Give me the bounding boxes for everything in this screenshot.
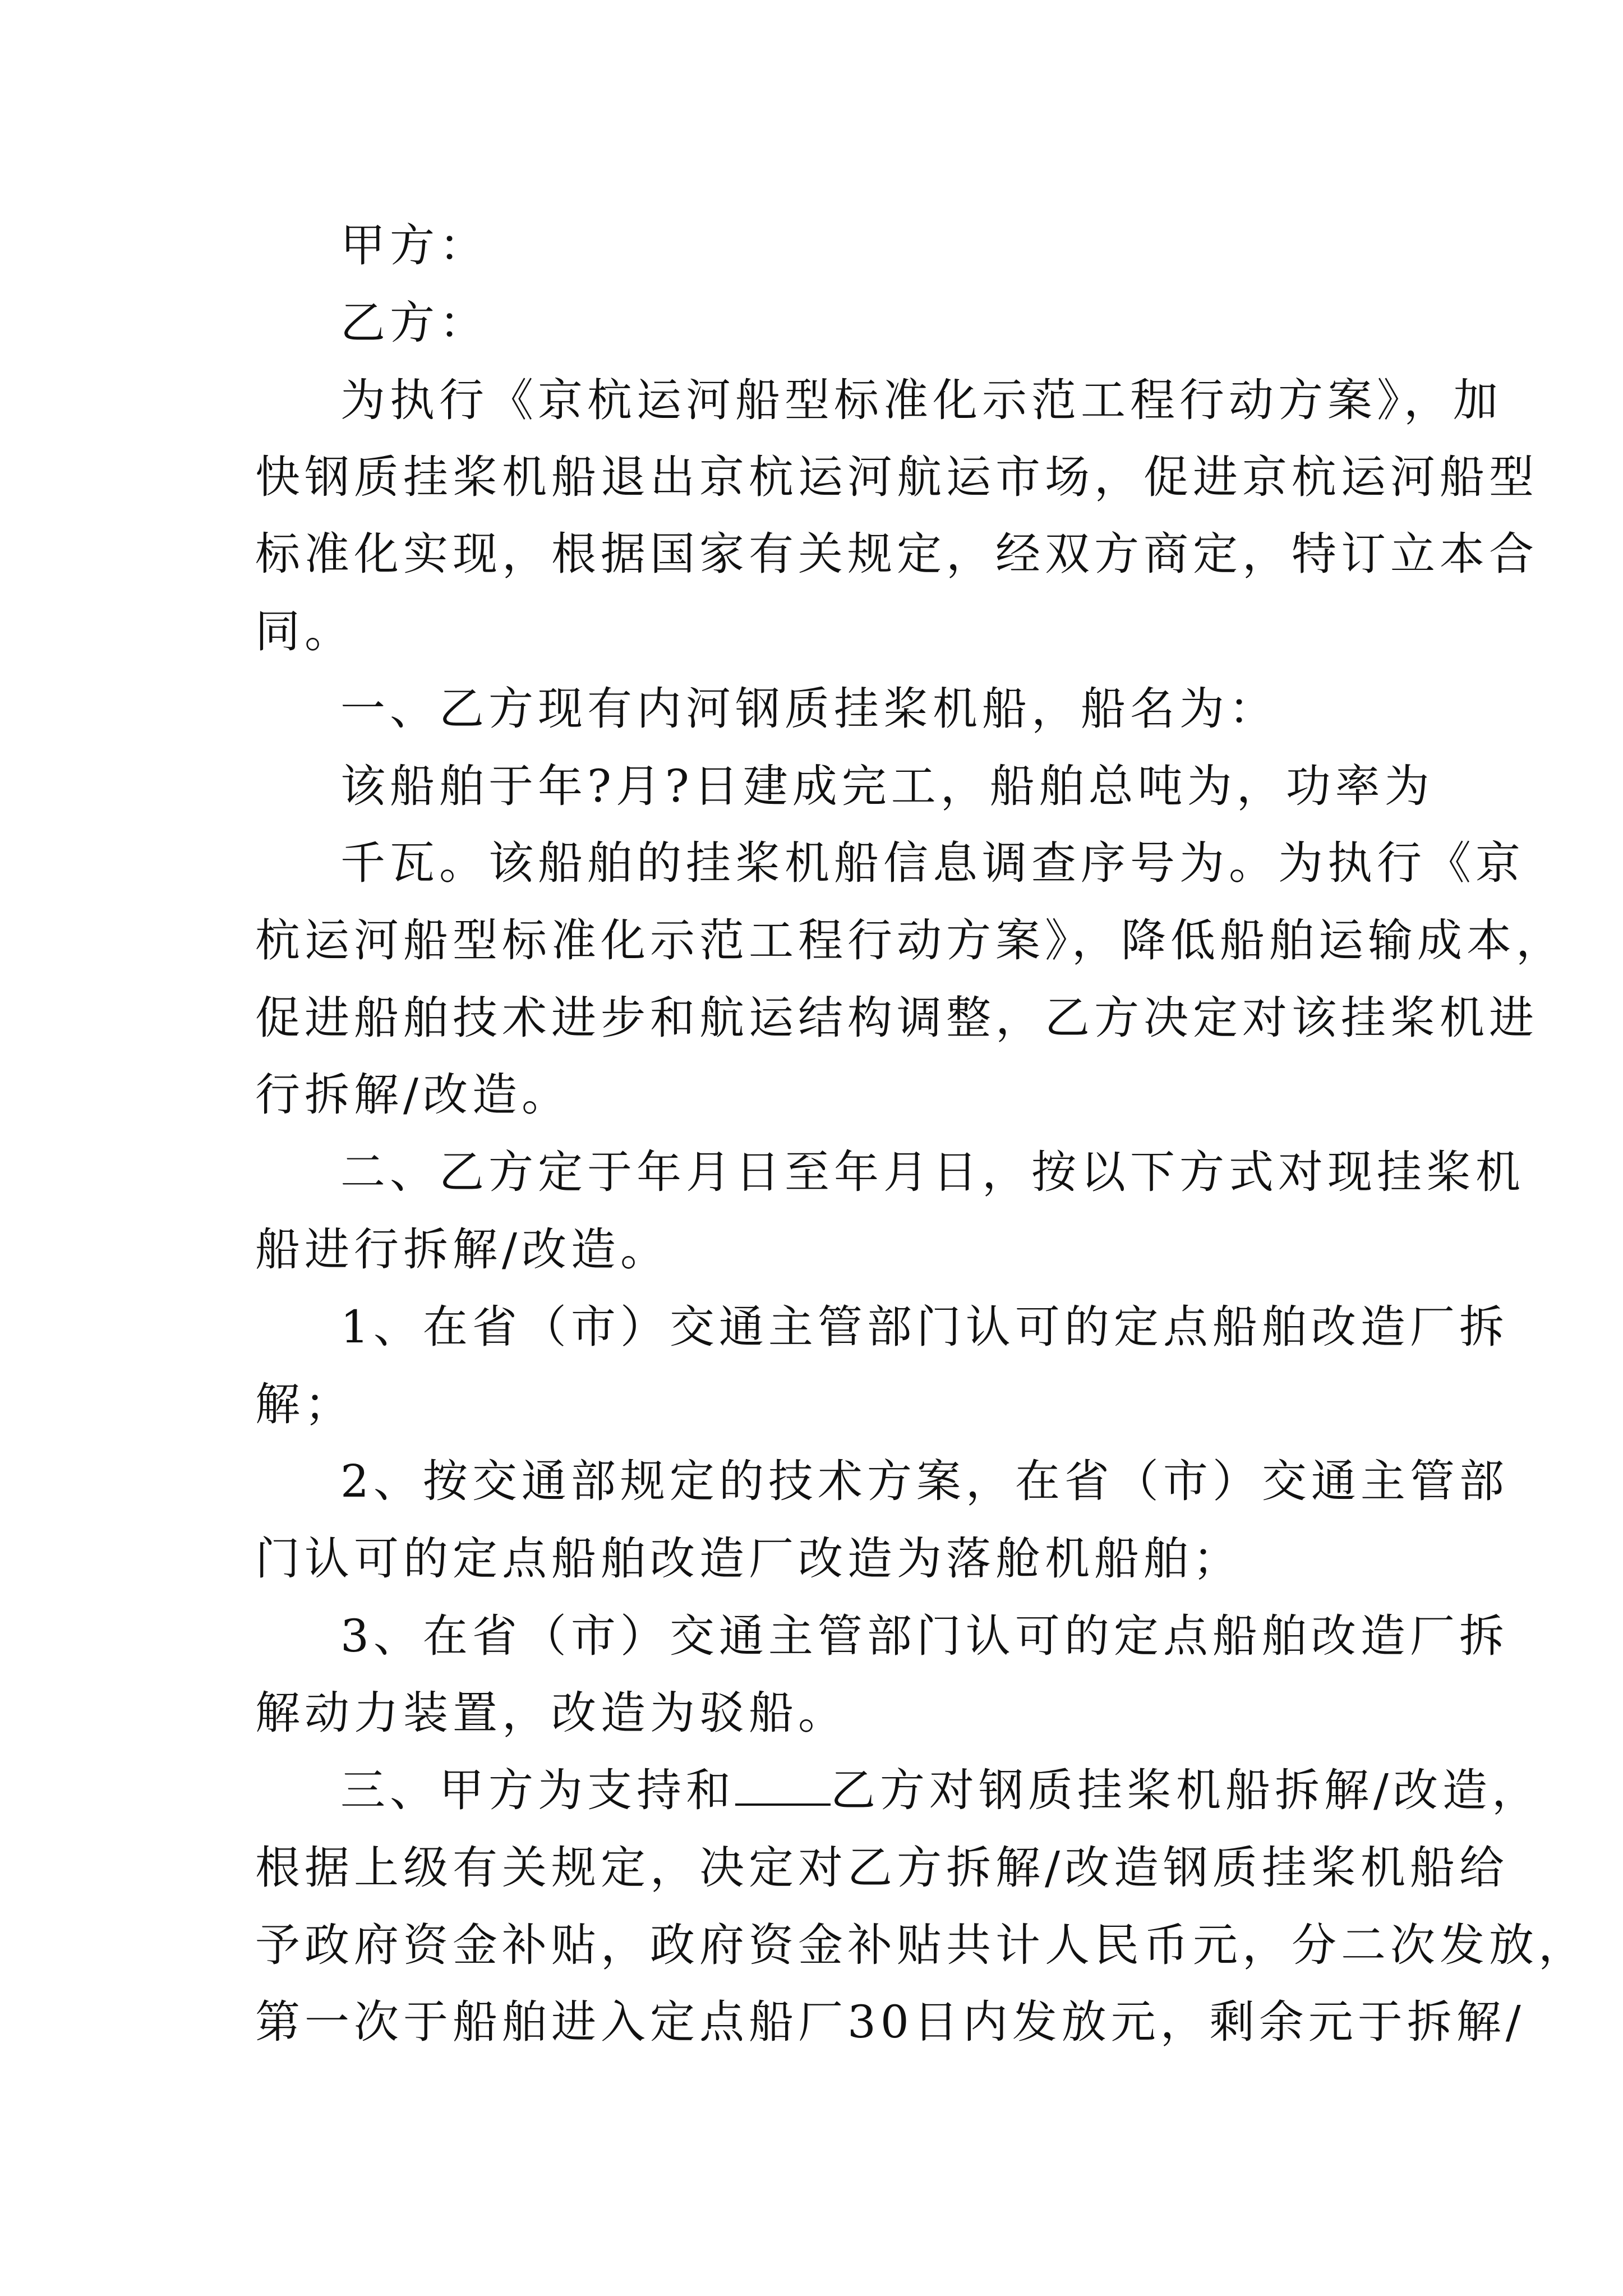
paragraph-line: 第一次于船舶进入定点船厂30日内发放元，剩余元于拆解/: [255, 1996, 1525, 2048]
list-item-2: 2、按交通部规定的技术方案，在省（市）交通主管部: [340, 1455, 1509, 1507]
paragraph-line: 标准化实现，根据国家有关规定，经双方商定，特订立本合: [255, 528, 1538, 580]
paragraph-line: 根据上级有关规定，决定对乙方拆解/改造钢质挂桨机船给: [255, 1842, 1509, 1894]
paragraph-line: 为执行《京杭运河船型标准化示范工程行动方案》，加: [340, 374, 1502, 426]
clause-three-text-end: 乙方对钢质挂桨机船拆解/改造，: [831, 1764, 1541, 1816]
fill-in-blank: [735, 1764, 831, 1806]
party-b-label: 乙方：: [340, 297, 488, 349]
paragraph-line: 促进船舶技术进步和航运结构调整，乙方决定对该挂桨机进: [255, 992, 1538, 1044]
list-item-3: 3、在省（市）交通主管部门认可的定点船舶改造厂拆: [340, 1610, 1509, 1662]
paragraph-line: 杭运河船型标准化示范工程行动方案》，降低船舶运输成本，: [255, 914, 1565, 967]
paragraph-line: 同。: [255, 605, 354, 657]
paragraph-line: 行拆解/改造。: [255, 1069, 571, 1121]
paragraph-line: 该船舶于年?月?日建成完工，船舶总吨为，功率为: [340, 760, 1434, 812]
clause-two-heading: 二、乙方定于年月日至年月日，按以下方式对现挂桨机: [340, 1146, 1525, 1198]
clause-one-heading: 一、乙方现有内河钢质挂桨机船，船名为：: [340, 683, 1278, 735]
clause-three-text-start: 三、甲方为支持和: [340, 1764, 735, 1816]
paragraph-line: 予政府资金补贴，政府资金补贴共计人民币元，分二次发放，: [255, 1919, 1588, 1971]
list-item-1: 1、在省（市）交通主管部门认可的定点船舶改造厂拆: [340, 1301, 1509, 1353]
paragraph-line: 船进行拆解/改造。: [255, 1223, 670, 1276]
paragraph-line: 门认可的定点船舶改造厂改造为落舱机船舶；: [255, 1533, 1242, 1585]
clause-three-heading: [340, 1763, 1541, 1819]
paragraph-line: 解；: [255, 1378, 354, 1430]
paragraph-line: 快钢质挂桨机船退出京杭运河航运市场，促进京杭运河船型: [255, 451, 1538, 503]
paragraph-line: 千瓦。该船舶的挂桨机船信息调查序号为。为执行《京: [340, 837, 1525, 889]
paragraph-line: 解动力装置，改造为驳船。: [255, 1687, 847, 1739]
party-a-label: 甲方：: [340, 219, 488, 272]
